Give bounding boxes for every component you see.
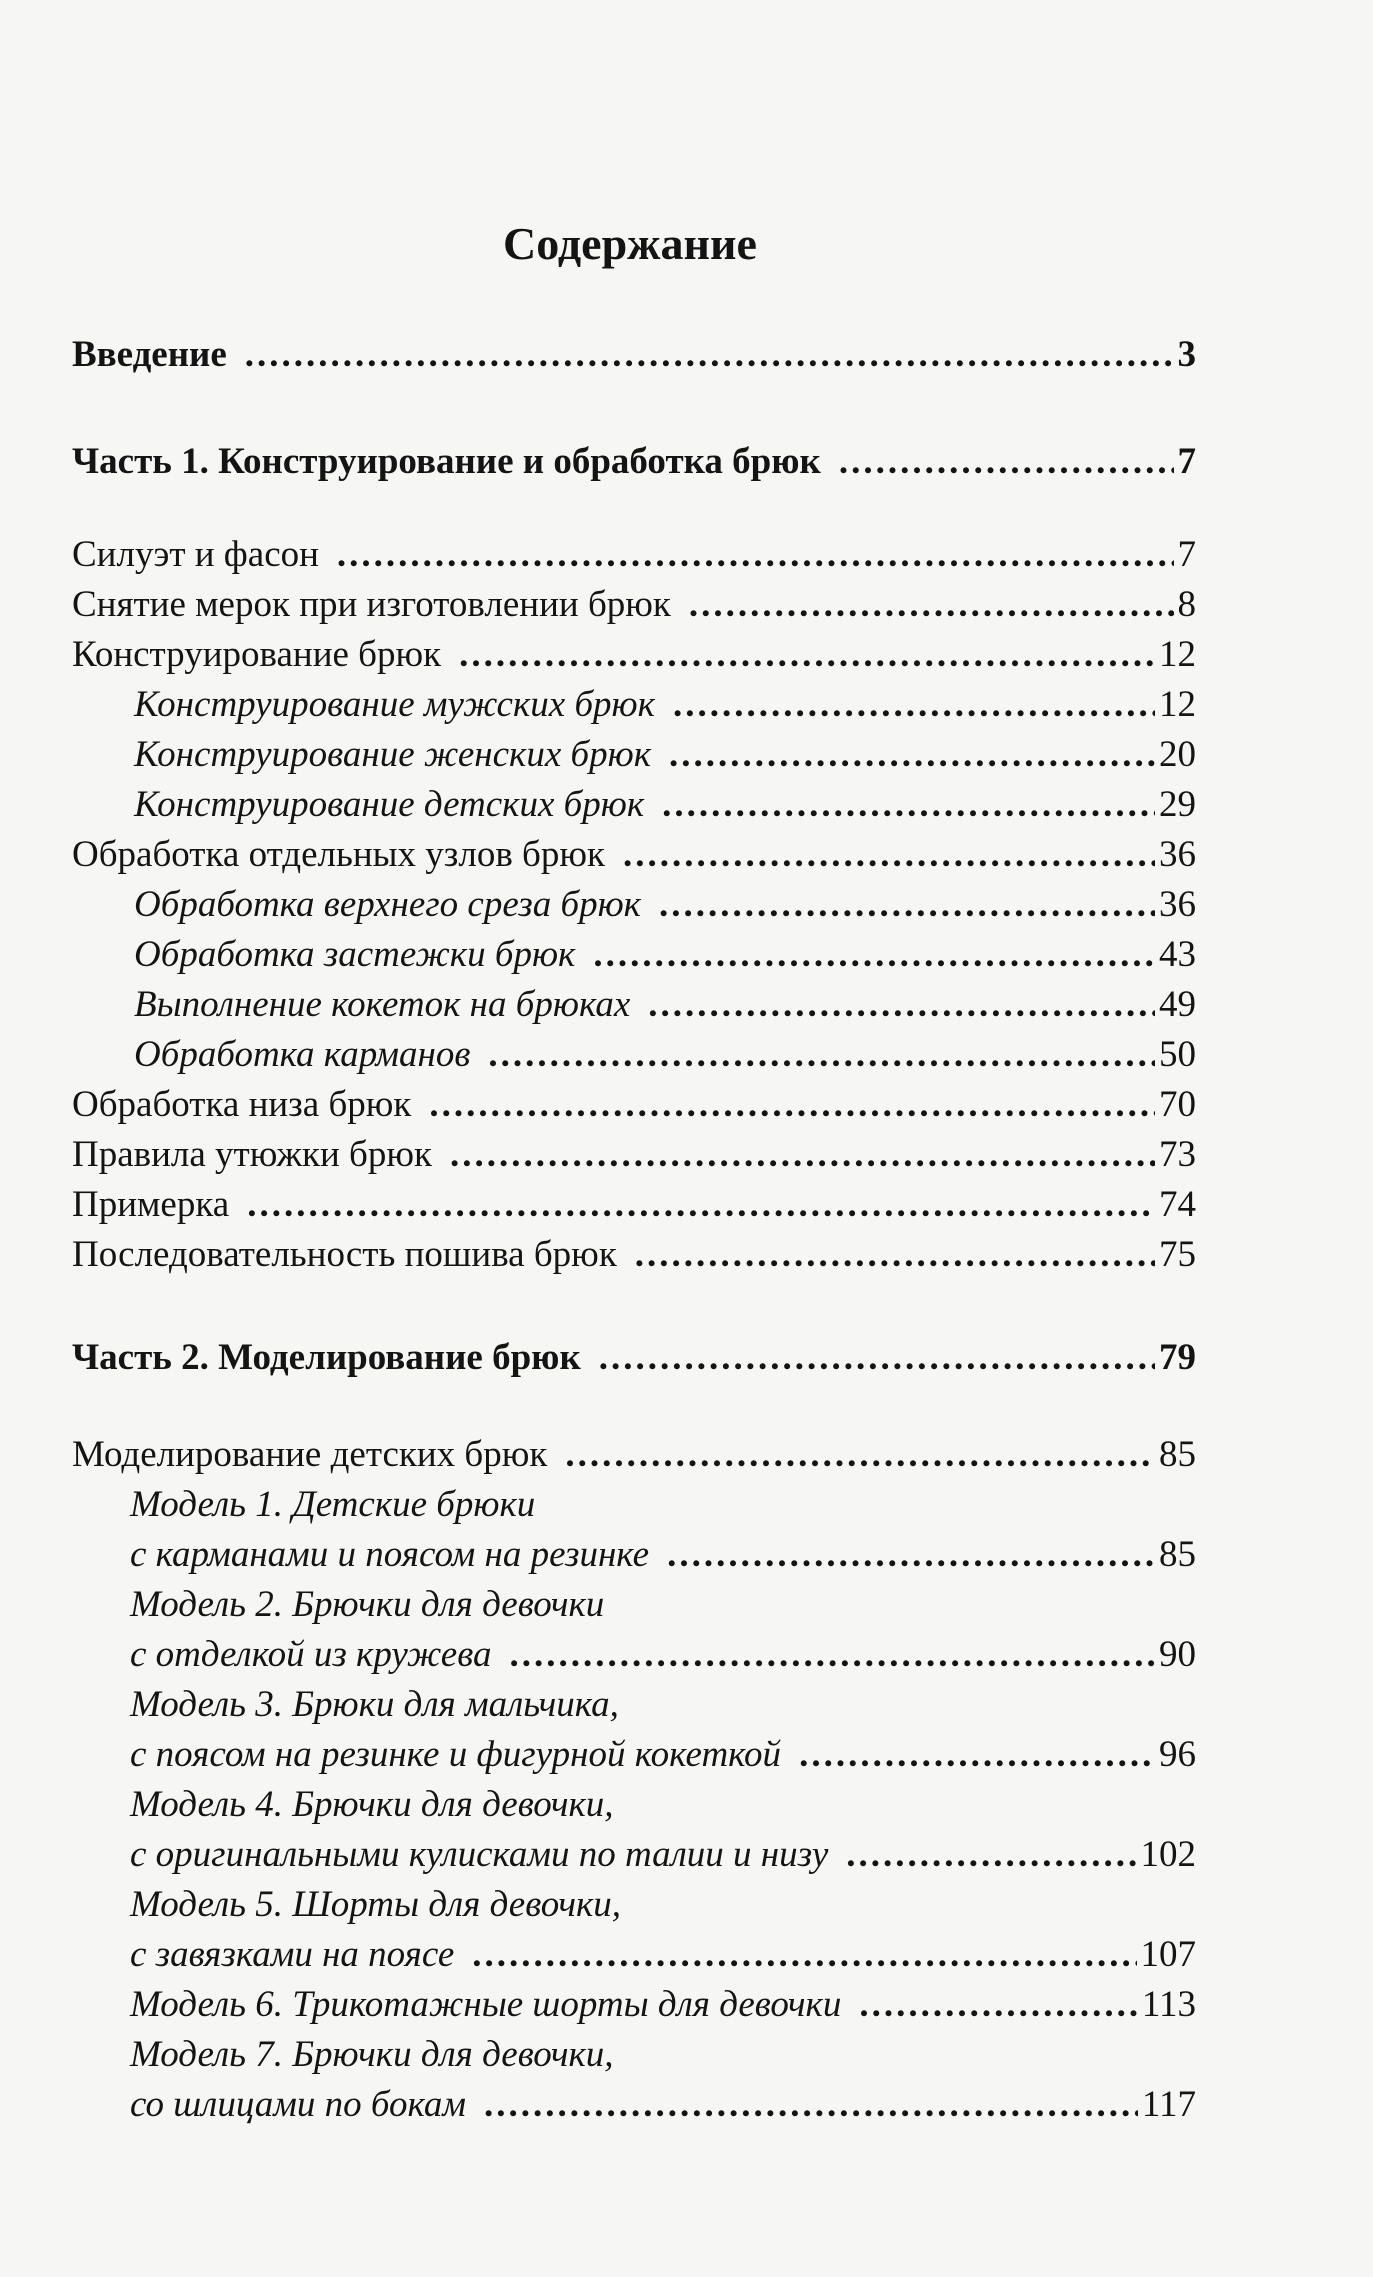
toc-entry-label: Модель 2. Брючки для девочки xyxy=(130,1584,605,1625)
toc-model-continuation xyxy=(72,1730,1196,1780)
toc-entry-continuation: с отделкой из кружева xyxy=(130,1634,492,1675)
toc-model-continuation xyxy=(72,1930,1196,1980)
toc-entry-label: Выполнение кокеток на брюках xyxy=(134,984,631,1025)
toc-entry-page: 113 xyxy=(1141,1984,1196,2025)
toc-entry-continuation: с поясом на резинке и фигурной кокеткой xyxy=(130,1734,782,1775)
dot-leader xyxy=(429,1080,1155,1130)
toc-entry-label: Конструирование детских брюк xyxy=(134,784,645,825)
dot-leader xyxy=(673,680,1155,730)
toc-model-continuation xyxy=(72,2080,1196,2130)
dot-leader xyxy=(472,1930,1136,1980)
toc-entry-page: 3 xyxy=(1177,334,1196,375)
toc-entry xyxy=(72,1430,1196,1480)
dot-leader xyxy=(799,1730,1155,1780)
toc-entry-page: 117 xyxy=(1141,2084,1196,2125)
dot-leader xyxy=(488,1030,1155,1080)
toc-entry-page: 7 xyxy=(1177,534,1196,575)
toc-entry-label: Правила утюжки брюк xyxy=(72,1134,432,1175)
dot-leader xyxy=(247,1180,1155,1230)
toc-entry-page: 20 xyxy=(1159,734,1196,775)
toc-entry xyxy=(72,630,1196,680)
toc-entry-label: Модель 3. Брюки для мальчика, xyxy=(130,1684,619,1725)
toc-model-heading xyxy=(72,2030,1196,2080)
toc-entry-label: Последовательность пошива брюк xyxy=(72,1234,617,1275)
toc-model-heading xyxy=(72,1680,1196,1730)
dot-leader xyxy=(667,1530,1155,1580)
page-title: Содержание xyxy=(503,218,757,269)
toc-entry-label: Обработка застежки брюк xyxy=(134,934,576,975)
dot-leader xyxy=(450,1130,1155,1180)
dot-leader xyxy=(510,1630,1155,1680)
dot-leader xyxy=(337,530,1174,580)
toc-entry-introduction xyxy=(72,330,1196,380)
dot-leader xyxy=(648,980,1155,1030)
toc-model-heading xyxy=(72,1780,1196,1830)
toc-entry-label: Конструирование брюк xyxy=(72,634,442,675)
toc-entry-continuation: с завязками на поясе xyxy=(130,1934,455,1975)
toc-entry xyxy=(72,530,1196,580)
toc-subentry xyxy=(72,1030,1196,1080)
dot-leader xyxy=(593,930,1155,980)
toc-subentry xyxy=(72,730,1196,780)
toc-entry-label: Моделирование детских брюк xyxy=(72,1434,548,1475)
toc-entry-part-1 xyxy=(72,437,1196,487)
toc-entry-label: Обработка отдельных узлов брюк xyxy=(72,834,605,875)
dot-leader xyxy=(459,630,1155,680)
dot-leader xyxy=(245,330,1174,380)
toc-entry xyxy=(72,1130,1196,1180)
dot-leader xyxy=(689,580,1174,630)
toc-entry-page: 90 xyxy=(1159,1634,1196,1675)
toc-model-continuation xyxy=(72,1830,1196,1880)
toc-entry xyxy=(72,1180,1196,1230)
toc-subentry xyxy=(72,880,1196,930)
toc-subentry xyxy=(72,780,1196,830)
dot-leader xyxy=(662,780,1155,830)
toc-entry-label: Обработка карманов xyxy=(134,1034,471,1075)
dot-leader xyxy=(839,437,1174,487)
toc-entry-page: 73 xyxy=(1159,1134,1196,1175)
toc-entry-page: 50 xyxy=(1159,1034,1196,1075)
toc-entry-label: Снятие мерок при изготовлении брюк xyxy=(72,584,671,625)
toc-entry-label: Введение xyxy=(72,334,227,375)
toc-entry-part-2 xyxy=(72,1333,1196,1383)
toc-entry-page: 29 xyxy=(1159,784,1196,825)
toc-entry-label: Модель 7. Брючки для девочки, xyxy=(130,2034,614,2075)
toc-entry-label: Конструирование мужских брюк xyxy=(134,684,655,725)
toc-entry-page: 79 xyxy=(1159,1337,1196,1378)
toc-subentry xyxy=(72,980,1196,1030)
dot-leader xyxy=(599,1333,1155,1383)
toc-entry-page: 96 xyxy=(1159,1734,1196,1775)
toc-entry-page: 70 xyxy=(1159,1084,1196,1125)
toc-entry-page: 85 xyxy=(1159,1434,1196,1475)
toc-entry-label: Часть 2. Моделирование брюк xyxy=(72,1337,581,1378)
toc-entry-label: Модель 5. Шорты для девочки, xyxy=(130,1884,622,1925)
toc-entry-label: Модель 4. Брючки для девочки, xyxy=(130,1784,614,1825)
toc-model-continuation xyxy=(72,1630,1196,1680)
dot-leader xyxy=(859,1980,1137,2030)
toc-entry-page: 49 xyxy=(1159,984,1196,1025)
dot-leader xyxy=(659,880,1155,930)
toc-entry-label: Обработка верхнего среза брюк xyxy=(134,884,641,925)
toc-entry-page: 12 xyxy=(1159,634,1196,675)
toc-entry-label: Модель 6. Трикотажные шорты для девочки xyxy=(130,1984,842,2025)
dot-leader xyxy=(635,1230,1155,1280)
toc-model-heading xyxy=(72,1880,1196,1930)
toc-entry xyxy=(72,1080,1196,1130)
toc-entry-page: 107 xyxy=(1140,1934,1196,1975)
toc-model-entry xyxy=(72,1980,1196,2030)
toc-entry-page: 36 xyxy=(1159,834,1196,875)
dot-leader xyxy=(484,2080,1138,2130)
toc-model-continuation xyxy=(72,1530,1196,1580)
toc-entry-page: 43 xyxy=(1159,934,1196,975)
toc-entry-page: 75 xyxy=(1159,1234,1196,1275)
toc-subentry xyxy=(72,930,1196,980)
toc-entry-page: 36 xyxy=(1159,884,1196,925)
toc-entry-page: 7 xyxy=(1177,441,1196,482)
dot-leader xyxy=(669,730,1155,780)
toc-entry-label: Обработка низа брюк xyxy=(72,1084,412,1125)
toc-model-heading xyxy=(72,1480,1196,1530)
toc-entry-page: 74 xyxy=(1159,1184,1196,1225)
toc-model-heading xyxy=(72,1580,1196,1630)
toc-entry-label: Модель 1. Детские брюки xyxy=(130,1484,536,1525)
toc-entry-label: Часть 1. Конструирование и обработка брюк xyxy=(72,441,821,482)
toc-entry-page: 12 xyxy=(1159,684,1196,725)
toc-entry xyxy=(72,580,1196,630)
toc-entry-page: 102 xyxy=(1140,1834,1196,1875)
toc-entry-page: 8 xyxy=(1177,584,1196,625)
dot-leader xyxy=(565,1430,1155,1480)
dot-leader xyxy=(623,830,1155,880)
toc-subentry xyxy=(72,680,1196,730)
toc-entry-continuation: с оригинальными кулисками по талии и низу xyxy=(130,1834,829,1875)
toc-entry xyxy=(72,1230,1196,1280)
toc-entry-page: 85 xyxy=(1159,1534,1196,1575)
toc-entry-continuation: с карманами и поясом на резинке xyxy=(130,1534,650,1575)
toc-entry-label: Конструирование женских брюк xyxy=(134,734,652,775)
toc-entry xyxy=(72,830,1196,880)
toc-entry-label: Примерка xyxy=(72,1184,230,1225)
dot-leader xyxy=(846,1830,1136,1880)
toc-entry-continuation: со шлицами по бокам xyxy=(130,2084,466,2125)
toc-entry-label: Силуэт и фасон xyxy=(72,534,319,575)
